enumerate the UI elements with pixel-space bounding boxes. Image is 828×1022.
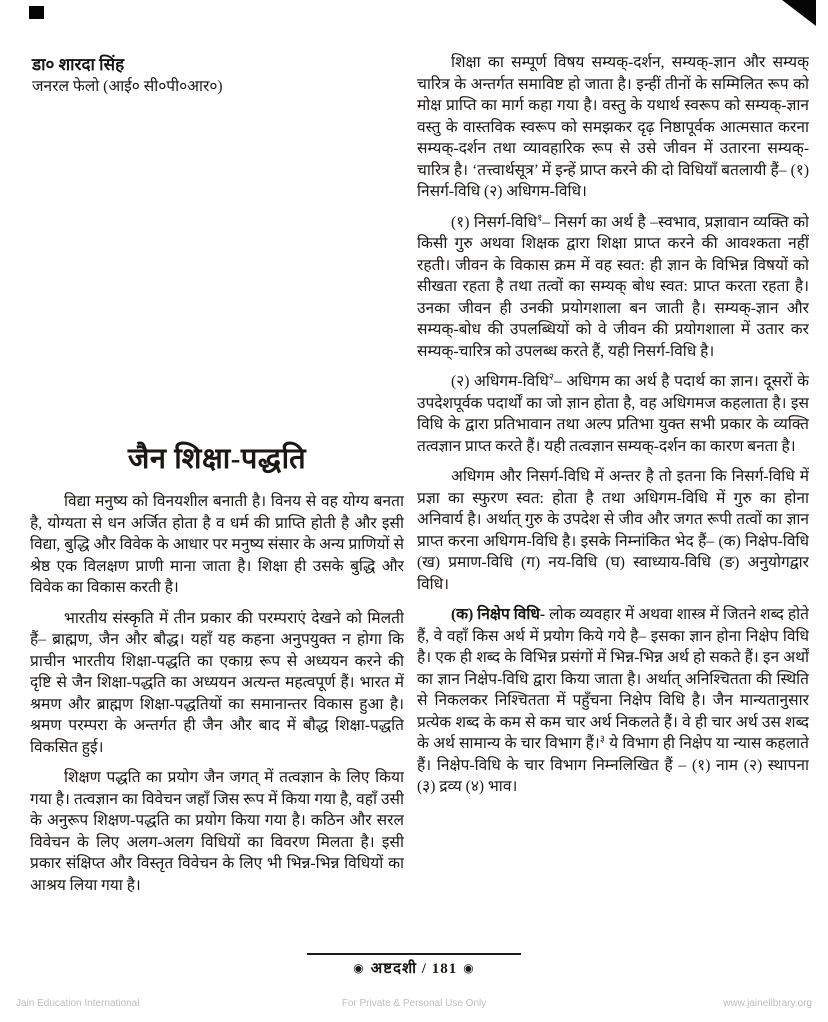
paragraph	[30, 608, 404, 759]
scan-mark-corner-triangle	[782, 0, 816, 26]
paragraph	[417, 371, 809, 457]
text-run: लोक व्यवहार में अथवा शास्त्र में जितने शब्द होते हैं, वे वहाँ किस अर्थ में प्रयोग किये गये है– इसका ज्ञान होना निक्षेप विधि है। एक ही शब्द के विभिन्न प्रसंगों में भिन्न-भिन्न अर्थ हो सकते हैं। इन अर्थों का ज्ञान निक्षेप-विधि द्वारा किया जाता है। अर्थात् अनिश्चितता की स्थिति से निकलकर निश्चितता में पहुँचना निक्षेप विधि है। जैन मान्यतानुसार प्रत्येक शब्द के कम से कम चार अर्थ निकलते हैं। वे ही चार अर्थ उस शब्द के अर्थ सामान्य के चार विभाग हैं।	[417, 606, 809, 752]
right-column	[417, 52, 809, 954]
author-block	[32, 54, 392, 98]
author-affiliation: जनरल फेलो (आई० सी०पी०आर०)	[32, 78, 223, 95]
left-column	[30, 438, 404, 950]
text-run: विद्या मनुष्य को विनयशील बनाती है। विनय से वह योग्य बनता है, योग्यता से धन अर्जित होता है व धर्म की प्राप्ति होती है और इसी विद्या, बुद्धि और विवेक के आधार पर मनुष्य संसार के अन्य प्राणियों से श्रेष्ठ एक विलक्षण प्राणी माना जाता है। शिक्षा ही उसके बुद्धि और विवेक का विकास करती है।	[30, 493, 404, 596]
scan-meta-center: For Private & Personal Use Only	[341, 998, 487, 1009]
text-run: भारतीय संस्कृति में तीन प्रकार की परम्पराएं देखने को मिलती हैं– ब्राह्मण, जैन और बौद्ध। यहाँ यह कहना अनुपयुक्त न होगा कि प्राचीन भारतीय शिक्षा-पद्धति का एकाग्र रूप से अध्ययन करने की दृष्टि से जैन शिक्षा-पद्धति का अध्ययन अत्यन्त महत्वपूर्ण हैं। भारत में श्रमण और ब्राह्मण शिक्षा-पद्धतियों का समानान्तर विकास हुआ है। श्रमण परम्परा के अन्तर्गत ही जैन और बाद में बौद्ध शिक्षा-पद्धति विकसित हुई।	[30, 609, 404, 756]
text-run: शिक्षा का सम्पूर्ण विषय सम्यक्-दर्शन, सम्यक्-ज्ञान और सम्यक् चारित्र के अन्तर्गत समाविष्ट हो जाता है। इन्हीं तीनों के सम्मिलित रूप को मोक्ष प्राप्ति का मार्ग कहा गया है। वस्तु के यथार्थ स्वरूप को सम्यक्-ज्ञान वस्तु के वास्तविक स्वरूप को समझकर दृढ़ निष्ठापूर्वक आत्मसात करना सम्यक्-दर्शन तथा व्यावहारिक रूप से उसे जीवन में उतारना सम्यक्-चारित्र है। ‘तत्त्वार्थसूत्र’ में इन्हें प्राप्त करने की दो विधियाँ बतलायी हैं– (१) निसर्ग-विधि (२) अधिगम-विधि।	[417, 54, 809, 200]
footer-line	[307, 958, 521, 978]
author-name: डा० शारदा सिंह	[32, 55, 125, 74]
page-footer	[307, 953, 521, 978]
paragraph	[30, 491, 404, 599]
footnote-ref: १	[537, 212, 543, 224]
text-run: (२) अधिगम-विधि	[451, 373, 549, 390]
scan-mark-square	[29, 6, 44, 19]
footer-ornament-icon: ◉	[353, 961, 365, 975]
footer-divider	[307, 953, 521, 955]
paragraph	[417, 212, 809, 363]
scan-meta-right: www.jainelibrary.org	[723, 998, 812, 1009]
text-run: – अधिगम का अर्थ है पदार्थ का ज्ञान। दूसरों के उपदेशपूर्वक पदार्थों का जो ज्ञान होता है, वह अधिगमज कहलाता है। इस विधि के द्वारा प्रतिभावान तथा अल्प प्रतिभा युक्त सभी प्रकार के व्यक्ति तत्वज्ञान प्राप्त करते हैं। यही तत्वज्ञान सम्यक्-दर्शन का कारण बनता है।	[417, 373, 809, 455]
page-number-label: अष्टदशी / 181	[370, 961, 458, 977]
paragraph	[417, 466, 809, 595]
left-column-body	[30, 491, 404, 896]
footnote-ref: ३	[599, 733, 605, 745]
text-run: शिक्षण पद्धति का प्रयोग जैन जगत् में तत्वज्ञान के लिए किया गया है। तत्वज्ञान का विवेचन जहाँ जिस रूप में किया गया है, वहाँ उसी के अनुरूप शिक्षण-पद्धति का प्रयोग किया गया है। कठिन और सरल विवेचन के लिए अलग-अलग विधियों का विवरण मिलता है। इसी प्रकार संक्षिप्त और विस्तृत विवेचन के लिए भी भिन्न-भिन्न विधियों का आश्रय लिया गया है।	[30, 769, 404, 894]
text-run: – निसर्ग का अर्थ है –स्वभाव, प्रज्ञावान व्यक्ति को किसी गुरु अथवा शिक्षक द्वारा शिक्षा प्राप्त करने की आवश्कता नहीं रहती। जीवन के विकास क्रम में वह स्वत: ही ज्ञान के विभिन्न विषयों को सीखता रहता है तथा तत्वों का सम्यक् बोध स्वत: प्राप्त करता रहता है। उनका जीवन ही उनकी प्रयोगशाला बन जाती है। सम्यक्-ज्ञान और सम्यक्-बोध की उपलब्धियों को वे जीवन की प्रयोगशाला में उतार कर सम्यक्-चारित्र को उपलब्ध करते हैं, यही निसर्ग-विधि है।	[417, 213, 809, 360]
text-run: अधिगम और निसर्ग-विधि में अन्तर है तो इतना कि निसर्ग-विधि में प्रज्ञा का स्फुरण स्वत: होता है तथा अधिगम-विधि में गुरु का होना अनिवार्य है। अर्थात् गुरु के उपदेश से जीव और जगत रूपी तत्वों का ज्ञान प्राप्त करना अधिगम-विधि है। इसके निम्नांकित भेद हैं– (क) निक्षेप-विधि (ख) प्रमाण-विधि (ग) नय-विधि (घ) स्वाध्याय-विधि (ङ) अनुयोगद्वार विधि।	[417, 468, 809, 593]
paragraph	[417, 52, 809, 203]
text-run: (क) निक्षेप विधि-	[451, 606, 546, 623]
scan-meta-strip	[16, 998, 812, 1009]
text-run: (१) निसर्ग-विधि	[451, 213, 538, 231]
text-run: ये विभाग ही निक्षेप या न्यास कहलाते हैं। निक्षेप-विधि के चार विभाग निम्नलिखित हैं – (१) नाम (२) स्थापना (३) द्रव्य (४) भाव।	[417, 735, 809, 795]
paragraph	[417, 604, 809, 798]
footer-ornament-icon: ◉	[463, 961, 475, 975]
footnote-ref: २	[548, 371, 554, 383]
scan-meta-left: Jain Education International	[16, 998, 140, 1009]
page-title: जैन शिक्षा-पद्धति	[127, 443, 307, 475]
paragraph	[30, 767, 404, 896]
